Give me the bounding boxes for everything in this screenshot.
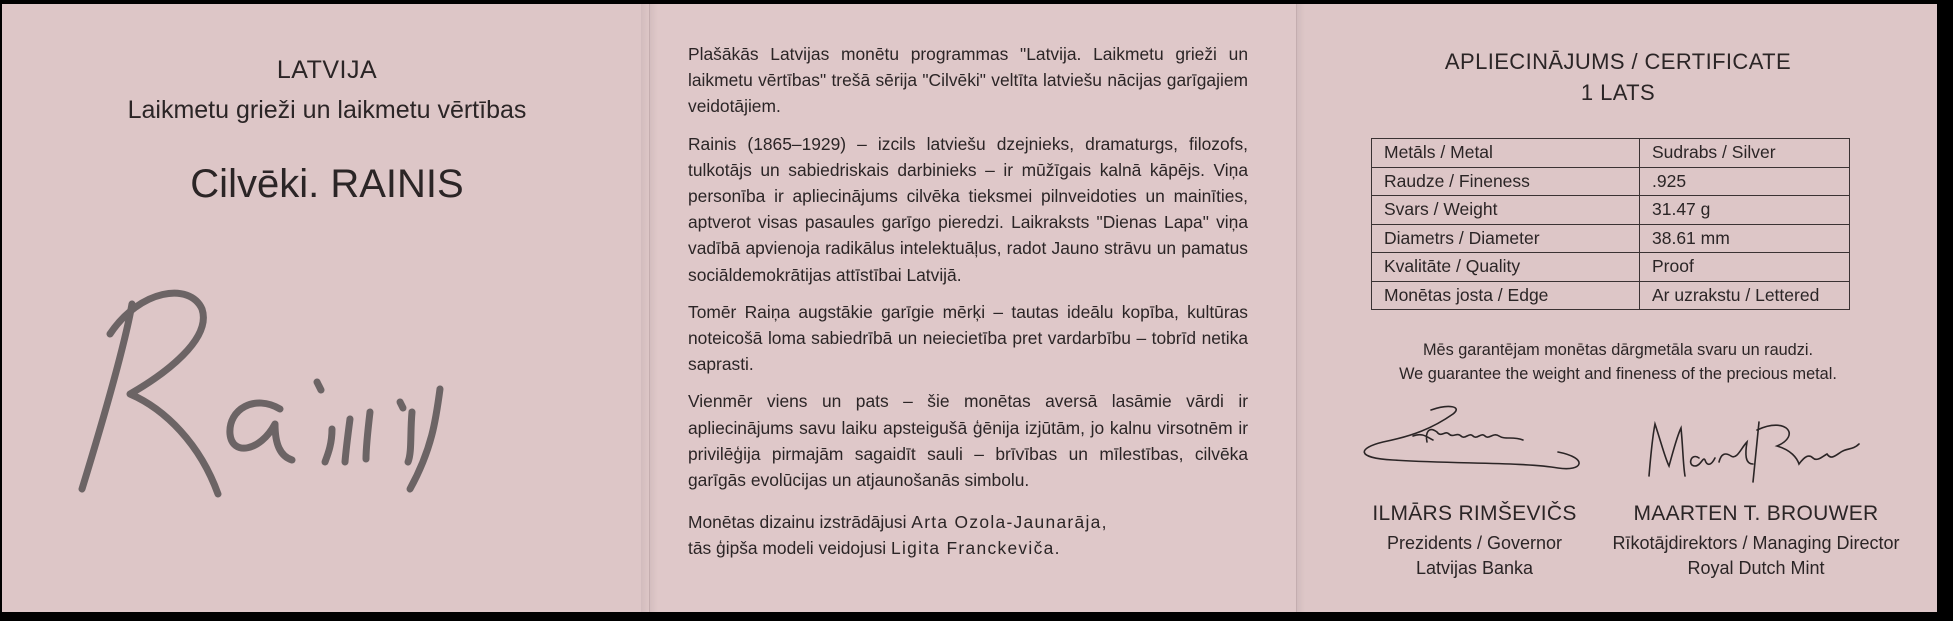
- spec-value: 31.47 g: [1640, 196, 1850, 225]
- signer-organization: Latvijas Banka: [1415, 558, 1534, 578]
- middle-panel: [650, 4, 1297, 612]
- spec-value: 38.61 mm: [1640, 224, 1850, 253]
- signer-organization: Royal Dutch Mint: [1687, 558, 1825, 578]
- spec-value: .925: [1640, 167, 1850, 196]
- certificate-title: APLIECINĀJUMS / CERTIFICATE: [1444, 49, 1792, 74]
- left-panel: [2, 4, 650, 612]
- spec-label: Metāls / Metal: [1372, 139, 1640, 168]
- fold-shadow: [650, 4, 658, 612]
- model-suffix: .: [1054, 538, 1060, 559]
- signer-role: Prezidents / Governor: [1386, 533, 1563, 553]
- spec-label: Diametrs / Diameter: [1372, 224, 1640, 253]
- spec-label: Kvalitāte / Quality: [1372, 253, 1640, 282]
- guarantee-en: We guarantee the weight and fineness of the precious metal.: [1399, 365, 1837, 383]
- spec-value: Proof: [1640, 253, 1850, 282]
- table-row: [1372, 224, 1850, 253]
- coin-name: Cilvēki. RAINIS: [190, 162, 464, 206]
- designer-suffix: ,: [1101, 512, 1107, 533]
- table-row: [1372, 281, 1850, 310]
- description-text: [688, 41, 1248, 573]
- signer-role: Rīkotājdirektors / Managing Director: [1612, 533, 1900, 553]
- certificate-booklet: [2, 4, 1937, 612]
- model-author-name: Ligita Franckeviča: [891, 538, 1055, 559]
- credits: [688, 509, 1248, 561]
- table-row: [1372, 139, 1850, 168]
- governor-signer: [1352, 501, 1597, 581]
- country-heading: LATVIJA: [276, 56, 378, 84]
- spec-label: Svars / Weight: [1372, 196, 1640, 225]
- paragraph-motto: Vienmēr viens un pats – šie monētas aversā lasāmie vārdi ir apliecinājums savu laiku apsteigušā ģēnija izjūtām, jo kalnu virsotnēm ir privilēģija pirmajām sagaidīt sauli – brīvības un mīlestības, cilvēka garīgās evolūcijas un atjaunošanās simbolu.: [688, 391, 1248, 491]
- fold-shadow: [1297, 4, 1305, 612]
- fold-shadow: [641, 4, 649, 612]
- signer-name: ILMĀRS RIMŠEVIČS: [1372, 502, 1577, 525]
- director-signer: [1586, 501, 1926, 581]
- table-row: [1372, 167, 1850, 196]
- spec-label: Raudze / Fineness: [1372, 167, 1640, 196]
- specs-table: [1371, 138, 1850, 310]
- rainis-signature-image: [70, 284, 530, 544]
- director-signature-image: [1637, 412, 1872, 492]
- paragraph-rainis: Rainis (1865–1929) – izcils latviešu dzejnieks, dramaturgs, filozofs, tulkotājs un sabiedriskais darbinieks – ir mūžīgais kalnā kāpējs. Viņa personība ir apliecinājums cilvēka tieksmei pilnveidoties un mainīties, aptverot visas pasaules garīgo pieredzi. Laikraksts "Dienas Lapa" viņa vadībā apvienoja radikālus intelektuāļus, radot Jauno strāvu un pamatus sociāldemokrātijas attīstībai Latvijā.: [688, 133, 1248, 285]
- paragraph-goals: Tomēr Raiņa augstākie garīgie mērķi – tautas ideālu kopība, kultūras noteicošā loma sabiedrībā un neiecietība pret vardarbību – tobrīd netika saprasti.: [688, 301, 1248, 375]
- guarantee-lv: Mēs garantējam monētas dārgmetāla svaru un raudzi.: [1422, 341, 1814, 359]
- spec-label: Monētas josta / Edge: [1372, 281, 1640, 310]
- spec-value: Ar uzrakstu / Lettered: [1640, 281, 1850, 310]
- certificate-panel: [1297, 4, 1937, 612]
- table-row: [1372, 253, 1850, 282]
- signer-name: MAARTEN T. BROUWER: [1633, 502, 1879, 525]
- table-row: [1372, 196, 1850, 225]
- model-prefix: tās ģipša modeli veidojusi: [688, 538, 891, 559]
- governor-signature-image: [1353, 402, 1593, 482]
- designer-name: Arta Ozola-Jaunarāja: [911, 512, 1102, 533]
- paragraph-intro: Plašākās Latvijas monētu programmas "Latvija. Laikmetu grieži un laikmetu vērtības" trešā sērija "Cilvēki" veltīta latviešu nācijas garīgajiem veidotājiem.: [688, 44, 1248, 117]
- spec-value: Sudrabs / Silver: [1640, 139, 1850, 168]
- designer-prefix: Monētas dizainu izstrādājusi: [688, 512, 912, 533]
- series-title: Laikmetu grieži un laikmetu vērtības: [127, 96, 527, 124]
- denomination: 1 LATS: [1580, 80, 1656, 105]
